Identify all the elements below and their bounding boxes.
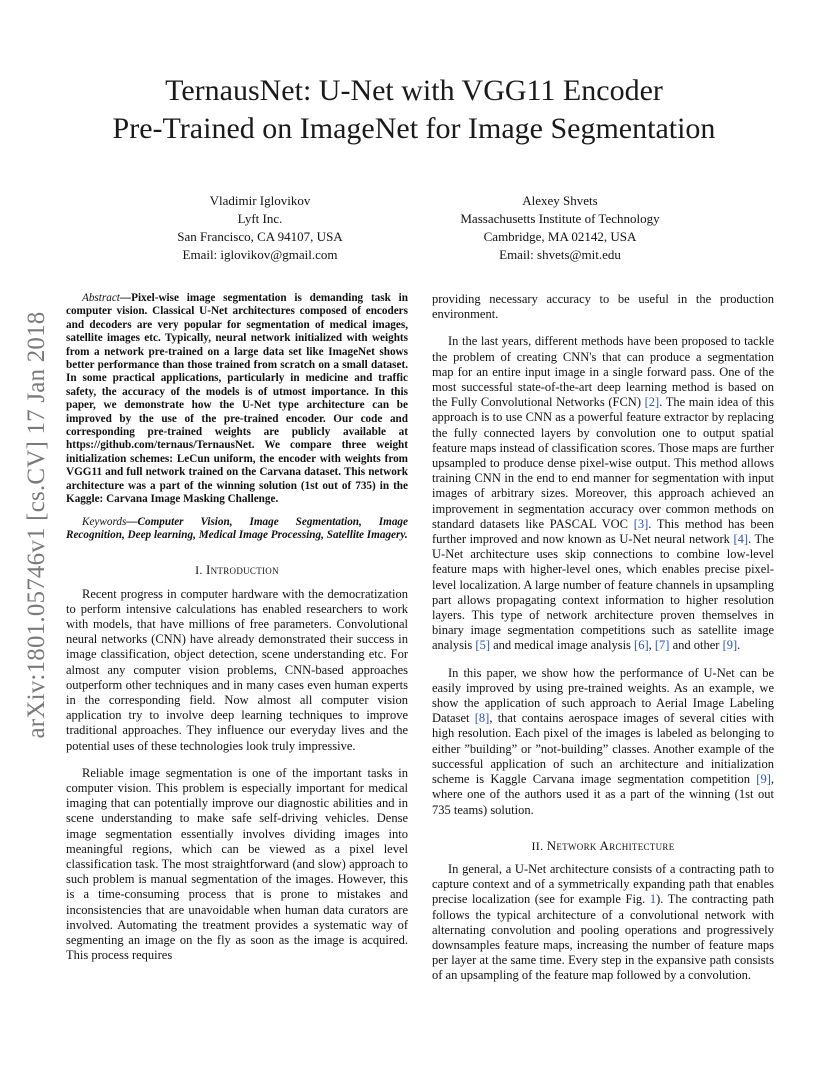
paragraph bbox=[432, 862, 774, 984]
text-run: ). The contracting path follows the typical architecture of a convolutional network with alternating convolution and pooling operations and progressively downsamples feature maps, increasing the number of feature maps per layer at the same time. Every step in the expansive path consists of an upsampling of the feature map followed by a convolution. bbox=[432, 892, 774, 983]
author-block bbox=[140, 192, 380, 264]
keywords bbox=[66, 516, 408, 543]
text-run: , bbox=[648, 638, 655, 653]
text-run: In general, a U-Net architecture consists of a contracting path to capture context and of a symmetrically expanding path that enables precise localization (see for example Fig. bbox=[432, 861, 774, 907]
figure-link[interactable]: 1 bbox=[649, 892, 657, 907]
text-run: , that contains aerospace images of several cities with high resolution. Each pixel of the images is labeled as belonging to either ”building” or ”not-building” classes. Another example of the successful application of such an architecture and initialization scheme is Kaggle Carvana image segmentation competition bbox=[432, 711, 775, 787]
text-run: , where one of the authors used it as a part of the winning (1st out 735 teams) solution. bbox=[432, 772, 774, 817]
author-email: Email: shvets@mit.edu bbox=[499, 247, 621, 262]
paragraph bbox=[432, 666, 774, 818]
abstract-text: —Pixel-wise image segmentation is demanding task in computer vision. Classical U-Net architectures composed of encoders and decoders are very popular for segmentation of medical images, satellite images etc. Typically, neural network initialized with weights from a network pre-trained on a large data set like ImageNet shows better performance than those trained from scratch on a small dataset. In some practical applications, particularly in medicine and traffic safety, the accuracy of the models is of utmost importance. In this paper, we demonstrate how the U-Net type architecture can be improved by the use of the pre-trained encoder. Our code and corresponding pre-trained weights are publicly available at https://github.com/ternaus/TernausNet. We compare three weight initialization schemes: LeCun uniform, the encoder with weights from VGG11 and full network trained on the Carvana dataset. This network architecture was a part of the winning solution (1st out of 735) in the Kaggle: Carvana Image Masking Challenge. bbox=[66, 292, 408, 506]
text-run: . The U-Net architecture uses skip connections to combine low-level feature maps with higher-level ones, which enables precise pixel-level localization. A large number of feature channels in upsampling part allows propagating context information to higher resolution layers. This type of network architecture proven themselves in binary image segmentation competitions such as satellite image analysis bbox=[432, 532, 774, 653]
keywords-text: —Computer Vision, Image Segmentation, Image Recognition, Deep learning, Medical Image Processing, Satellite Imagery. bbox=[66, 515, 408, 541]
citation-link[interactable]: [9] bbox=[756, 772, 771, 787]
text-run: . This method has been further improved and now known as U-Net neural network bbox=[432, 516, 774, 547]
text-run: . bbox=[737, 638, 741, 653]
section-number: II. bbox=[531, 838, 547, 853]
section-title: Introduction bbox=[205, 562, 279, 578]
section-number: I. bbox=[195, 563, 206, 578]
section-title: Network Architecture bbox=[546, 837, 675, 853]
text-run: and medical image analysis bbox=[489, 638, 635, 653]
paragraph: providing necessary accuracy to be useful in the production environment. bbox=[432, 292, 774, 322]
arxiv-stamp-text: arXiv:1801.05746v1 [cs.CV] 17 Jan 2018 bbox=[23, 311, 50, 739]
citation-link[interactable]: [5] bbox=[475, 638, 490, 653]
arxiv-stamp bbox=[20, 290, 54, 760]
author-affiliation: Massachusetts Institute of Technology bbox=[460, 211, 660, 226]
paragraph: Recent progress in computer hardware with the democratization to perform intensive calculations has enabled researchers to work with models, that have millions of free parameters. Convolutional neural networks (CNN) have already demonstrated their success in image classification, object detection, scene understanding etc. For almost any computer vision problems, CNN-based approaches outperform other techniques and in many cases even human experts in the corresponding field. Now almost all computer vision application try to involve deep learning techniques to improve traditional approaches. They influence our everyday lives and the potential uses of these technologies look truly impressive. bbox=[66, 586, 408, 753]
text-run: In this paper, we show how the performance of U-Net can be easily improved by using pre-trained weights. As an example, we show the application of such approach to Aerial Image Labeling Dataset bbox=[432, 665, 774, 726]
citation-link[interactable]: [3] bbox=[633, 516, 649, 531]
text-run: In the last years, different methods have been proposed to tackle the problem of creating CNN's that can produce a segmentation map for an entire input image in a single forward pass. One of the most successful state-of-the-art deep learning method is based on the Fully Convolutional Networks (FCN) bbox=[432, 334, 774, 410]
citation-link[interactable]: [8] bbox=[474, 711, 490, 726]
author-block bbox=[430, 192, 690, 264]
paragraph bbox=[432, 334, 774, 653]
paragraph: Reliable image segmentation is one of the important tasks in computer vision. This problem is especially important for medical imaging that can potentially improve our diagnostic abilities and in scene understanding to make safe self-driving vehicles. Dense image segmentation essentially involves dividing images into meaningful regions, which can be viewed as a pixel level classification task. The most straightforward (and slow) approach to such problem is manual segmentation of the images. However, this is a time-consuming process that is prone to mistakes and inconsistencies that are unavoidable when human data curators are involved. Automating the treatment provides a systematic way of segmenting an image on the fly as soon as the image is acquired. This process requires bbox=[66, 765, 408, 963]
citation-link[interactable]: [2] bbox=[644, 395, 660, 410]
text-run: and other bbox=[669, 638, 723, 653]
citation-link[interactable]: [4] bbox=[733, 532, 749, 547]
citation-link[interactable]: [6] bbox=[634, 638, 649, 653]
right-column bbox=[432, 292, 774, 984]
author-address: San Francisco, CA 94107, USA bbox=[177, 229, 343, 244]
left-column bbox=[66, 292, 408, 963]
title-line: Pre-Trained on ImageNet for Image Segmentation bbox=[112, 112, 716, 145]
author-address: Cambridge, MA 02142, USA bbox=[483, 229, 637, 244]
citation-link[interactable]: [9] bbox=[722, 638, 738, 653]
author-affiliation: Lyft Inc. bbox=[237, 211, 283, 226]
author-email: Email: iglovikov@gmail.com bbox=[182, 247, 338, 262]
section-heading-network-architecture bbox=[432, 838, 774, 854]
abstract bbox=[66, 292, 408, 507]
text-run: . The main idea of this approach is to use CNN as a powerful feature extractor by replacing the fully connected layers by convolution one to output spatial feature maps instead of classification scores. Those maps are further upsampled to produce dense pixel-wise output. This method allows training CNN in the end to end manner for segmentation with input images of arbitrary sizes. Moreover, this approach achieved an improvement in segmentation accuracy over common methods on standard datasets like PASCAL VOC bbox=[432, 395, 774, 531]
author-name: Vladimir Iglovikov bbox=[209, 193, 311, 208]
paper-title bbox=[60, 72, 768, 148]
keywords-lead: Keywords bbox=[82, 515, 127, 528]
author-name: Alexey Shvets bbox=[522, 193, 598, 208]
abstract-lead: Abstract bbox=[82, 292, 120, 304]
section-heading-introduction bbox=[66, 562, 408, 578]
title-line: TernausNet: U-Net with VGG11 Encoder bbox=[165, 74, 663, 107]
citation-link[interactable]: [7] bbox=[654, 638, 670, 653]
